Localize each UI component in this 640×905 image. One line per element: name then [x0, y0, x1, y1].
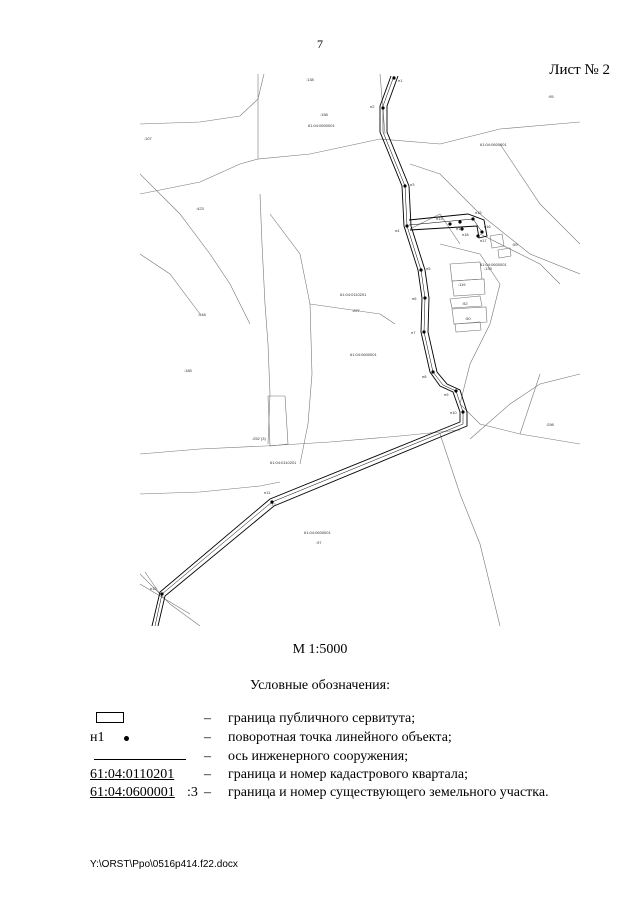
parcel-label: :423 [196, 206, 204, 211]
legend-dash: – [204, 785, 211, 800]
point-label: н5 [426, 266, 431, 271]
legend-symbol [88, 711, 198, 729]
parcel-label: :158 [320, 112, 328, 117]
parcel-label: :298 [546, 422, 554, 427]
parcel-label: :119 [458, 282, 466, 287]
point-label: н2 [370, 104, 375, 109]
map-boundaries [140, 74, 580, 626]
legend-symbol [88, 730, 198, 748]
parcel-label: :107 [144, 136, 152, 141]
point-label: н14 [456, 226, 463, 231]
parcel-label: :227 [352, 308, 360, 313]
parcel-label: :138 [306, 77, 314, 82]
parcel-code: 61:04:0600001 [90, 785, 175, 800]
point-label: н6 [412, 296, 417, 301]
legend-symbol [88, 767, 198, 785]
legend-symbol [88, 749, 198, 767]
parcel-label: :139 [484, 266, 492, 271]
quarter-label: 61:04:0110201 [270, 460, 297, 465]
parcel-label: :252 (3) [252, 436, 266, 441]
point-label: н7 [411, 330, 416, 335]
quarter-code: 61:04:0110201 [90, 767, 175, 782]
map-labels [144, 77, 555, 591]
cadastral-map [140, 74, 580, 626]
turning-point-icon [124, 736, 129, 741]
turning-points [160, 76, 483, 595]
legend-text: граница публичного сервитута; [228, 711, 416, 726]
sheet-label: Лист № 2 [549, 62, 610, 78]
page-number: 7 [317, 37, 323, 51]
servitude-boundary-icon [96, 712, 124, 723]
map-scale: М 1:5000 [292, 642, 348, 657]
axis-line-icon [94, 759, 186, 760]
legend-dash: – [204, 749, 211, 764]
parcel-label: :52 [462, 301, 468, 306]
legend-symbol [88, 785, 198, 803]
parcel-label: :185 [184, 368, 192, 373]
parcel-label: :548 [198, 312, 206, 317]
point-label: н18 [462, 232, 469, 237]
legend-item-parcel [88, 785, 608, 803]
parcel-suffix: :3 [187, 785, 198, 800]
point-label: н1 [398, 78, 403, 83]
legend-item-servitude [88, 711, 608, 729]
legend-item-point [88, 730, 608, 748]
point-label: н3 [410, 182, 415, 187]
parcel-label: :50 [465, 316, 471, 321]
point-label: н10 [450, 410, 457, 415]
legend-dash: – [204, 711, 211, 726]
point-label: н16 [484, 224, 491, 229]
point-label: н1 [90, 730, 105, 745]
legend-text: ось инженерного сооружения; [228, 749, 409, 764]
point-label: н9 [444, 392, 449, 397]
parcel-label: :97 [316, 540, 322, 545]
legend-title: Условные обозначения: [249, 678, 391, 693]
legend-item-quarter [88, 767, 608, 785]
point-label: н13 [436, 216, 443, 221]
quarter-label: 61:04:0600001 [304, 530, 331, 535]
parcel-label: :72 [270, 502, 276, 507]
footer-path: Y:\ORST\Ppo\0516p414.f22.docx [90, 859, 238, 870]
point-label: н8 [422, 374, 427, 379]
parcel-label: :59 [512, 242, 518, 247]
quarter-label: 61:04:0600001 [350, 352, 377, 357]
point-label: н4 [395, 228, 400, 233]
parcel-label: :95 [548, 94, 554, 99]
quarter-label: 61:04:0600001 [480, 262, 507, 267]
quarter-label: 61:04:0600001 [480, 142, 507, 147]
point-label: н12 [150, 586, 157, 591]
point-label: н11 [264, 490, 271, 495]
legend-text: граница и номер кадастрового квартала; [228, 767, 468, 782]
point-label: н17 [480, 238, 487, 243]
legend-dash: – [204, 767, 211, 782]
legend-text: поворотная точка линейного объекта; [228, 730, 452, 745]
quarter-label: 61:04:0600001 [308, 123, 335, 128]
legend-text: граница и номер существующего земельного участка. [228, 785, 549, 800]
point-label: н15 [475, 210, 482, 215]
legend-dash: – [204, 730, 211, 745]
legend-item-axis [88, 749, 608, 767]
quarter-label: 61:04:0110201 [340, 292, 367, 297]
